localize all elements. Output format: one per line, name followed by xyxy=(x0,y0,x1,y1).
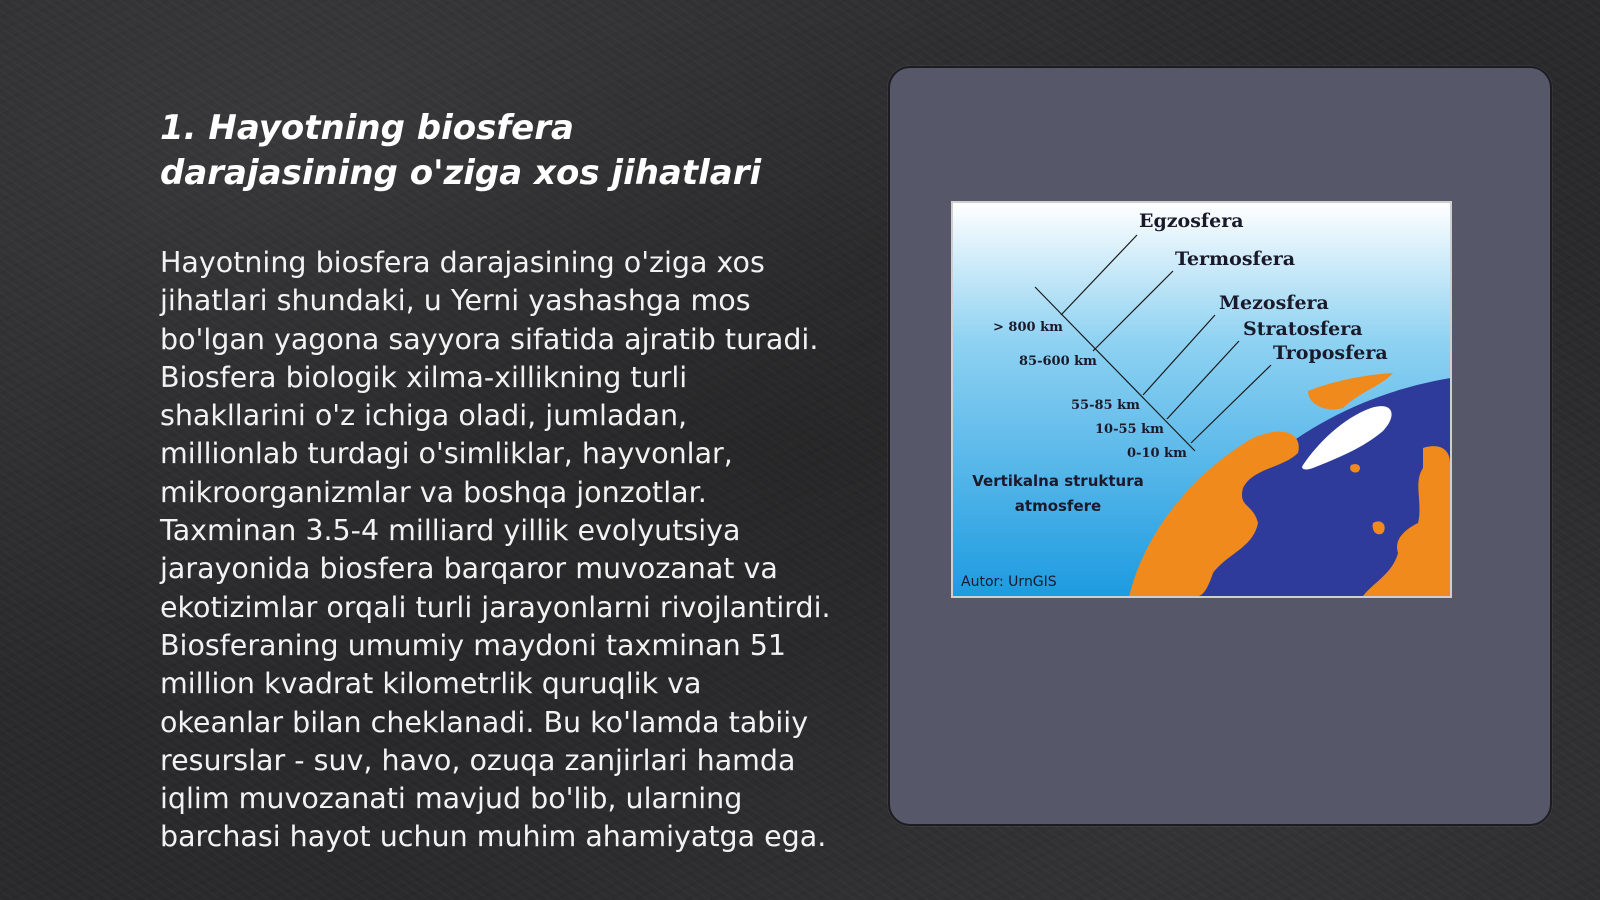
atmosphere-diagram xyxy=(951,201,1452,598)
label-mezosfera: Mezosfera xyxy=(1219,292,1329,314)
slide-body-text: Hayotning biosfera darajasining o'ziga xos jihatlari shundaki, u Yerni yashashga mos bo'lgan yagona sayyora sifatida ajratib turadi. Biosfera biologik xilma-xillikning turli shakllarini o'z ichiga oladi, jumladan, millionlab turdagi o'simliklar, hayvonlar, mikroorganizmlar va boshqa jonzotlar. Taxminan 3.5-4 milliard yillik evolyutsiya jarayonida biosfera barqaror muvozanat va ekotizimlar orqali turli jarayonlarni rivojlantirdi. Biosferaning umumiy maydoni taxminan 51 million kvadrat kilometrlik quruqlik va okeanlar bilan cheklanadi. Bu ko'lamda tabiiy resurslar - suv, havo, ozuqa zanjirlari hamda iqlim muvozanati mavjud bo'lib, ularning barchasi hayot uchun muhim ahamiyatga ega. xyxy=(160,246,831,854)
altitude-mezosfera: 55-85 km xyxy=(1071,398,1140,413)
caption-line-1: Vertikalna struktura xyxy=(972,472,1144,490)
slide-title: 1. Hayotning biosfera darajasining o'ziga xos jihatlari xyxy=(160,108,762,193)
author-credit: Autor: UrnGIS xyxy=(961,574,1057,590)
label-termosfera: Termosfera xyxy=(1175,248,1296,270)
caption-line-2: atmosfere xyxy=(1014,497,1102,515)
altitude-egzosfera: > 800 km xyxy=(993,320,1063,335)
atmosphere-diagram-svg xyxy=(953,203,1450,596)
altitude-stratosfera: 10-55 km xyxy=(1095,422,1164,437)
label-stratosfera: Stratosfera xyxy=(1243,318,1363,340)
label-troposfera: Troposfera xyxy=(1273,342,1388,364)
altitude-termosfera: 85-600 km xyxy=(1019,354,1097,369)
label-egzosfera: Egzosfera xyxy=(1139,210,1244,232)
altitude-troposfera: 0-10 km xyxy=(1127,446,1187,461)
